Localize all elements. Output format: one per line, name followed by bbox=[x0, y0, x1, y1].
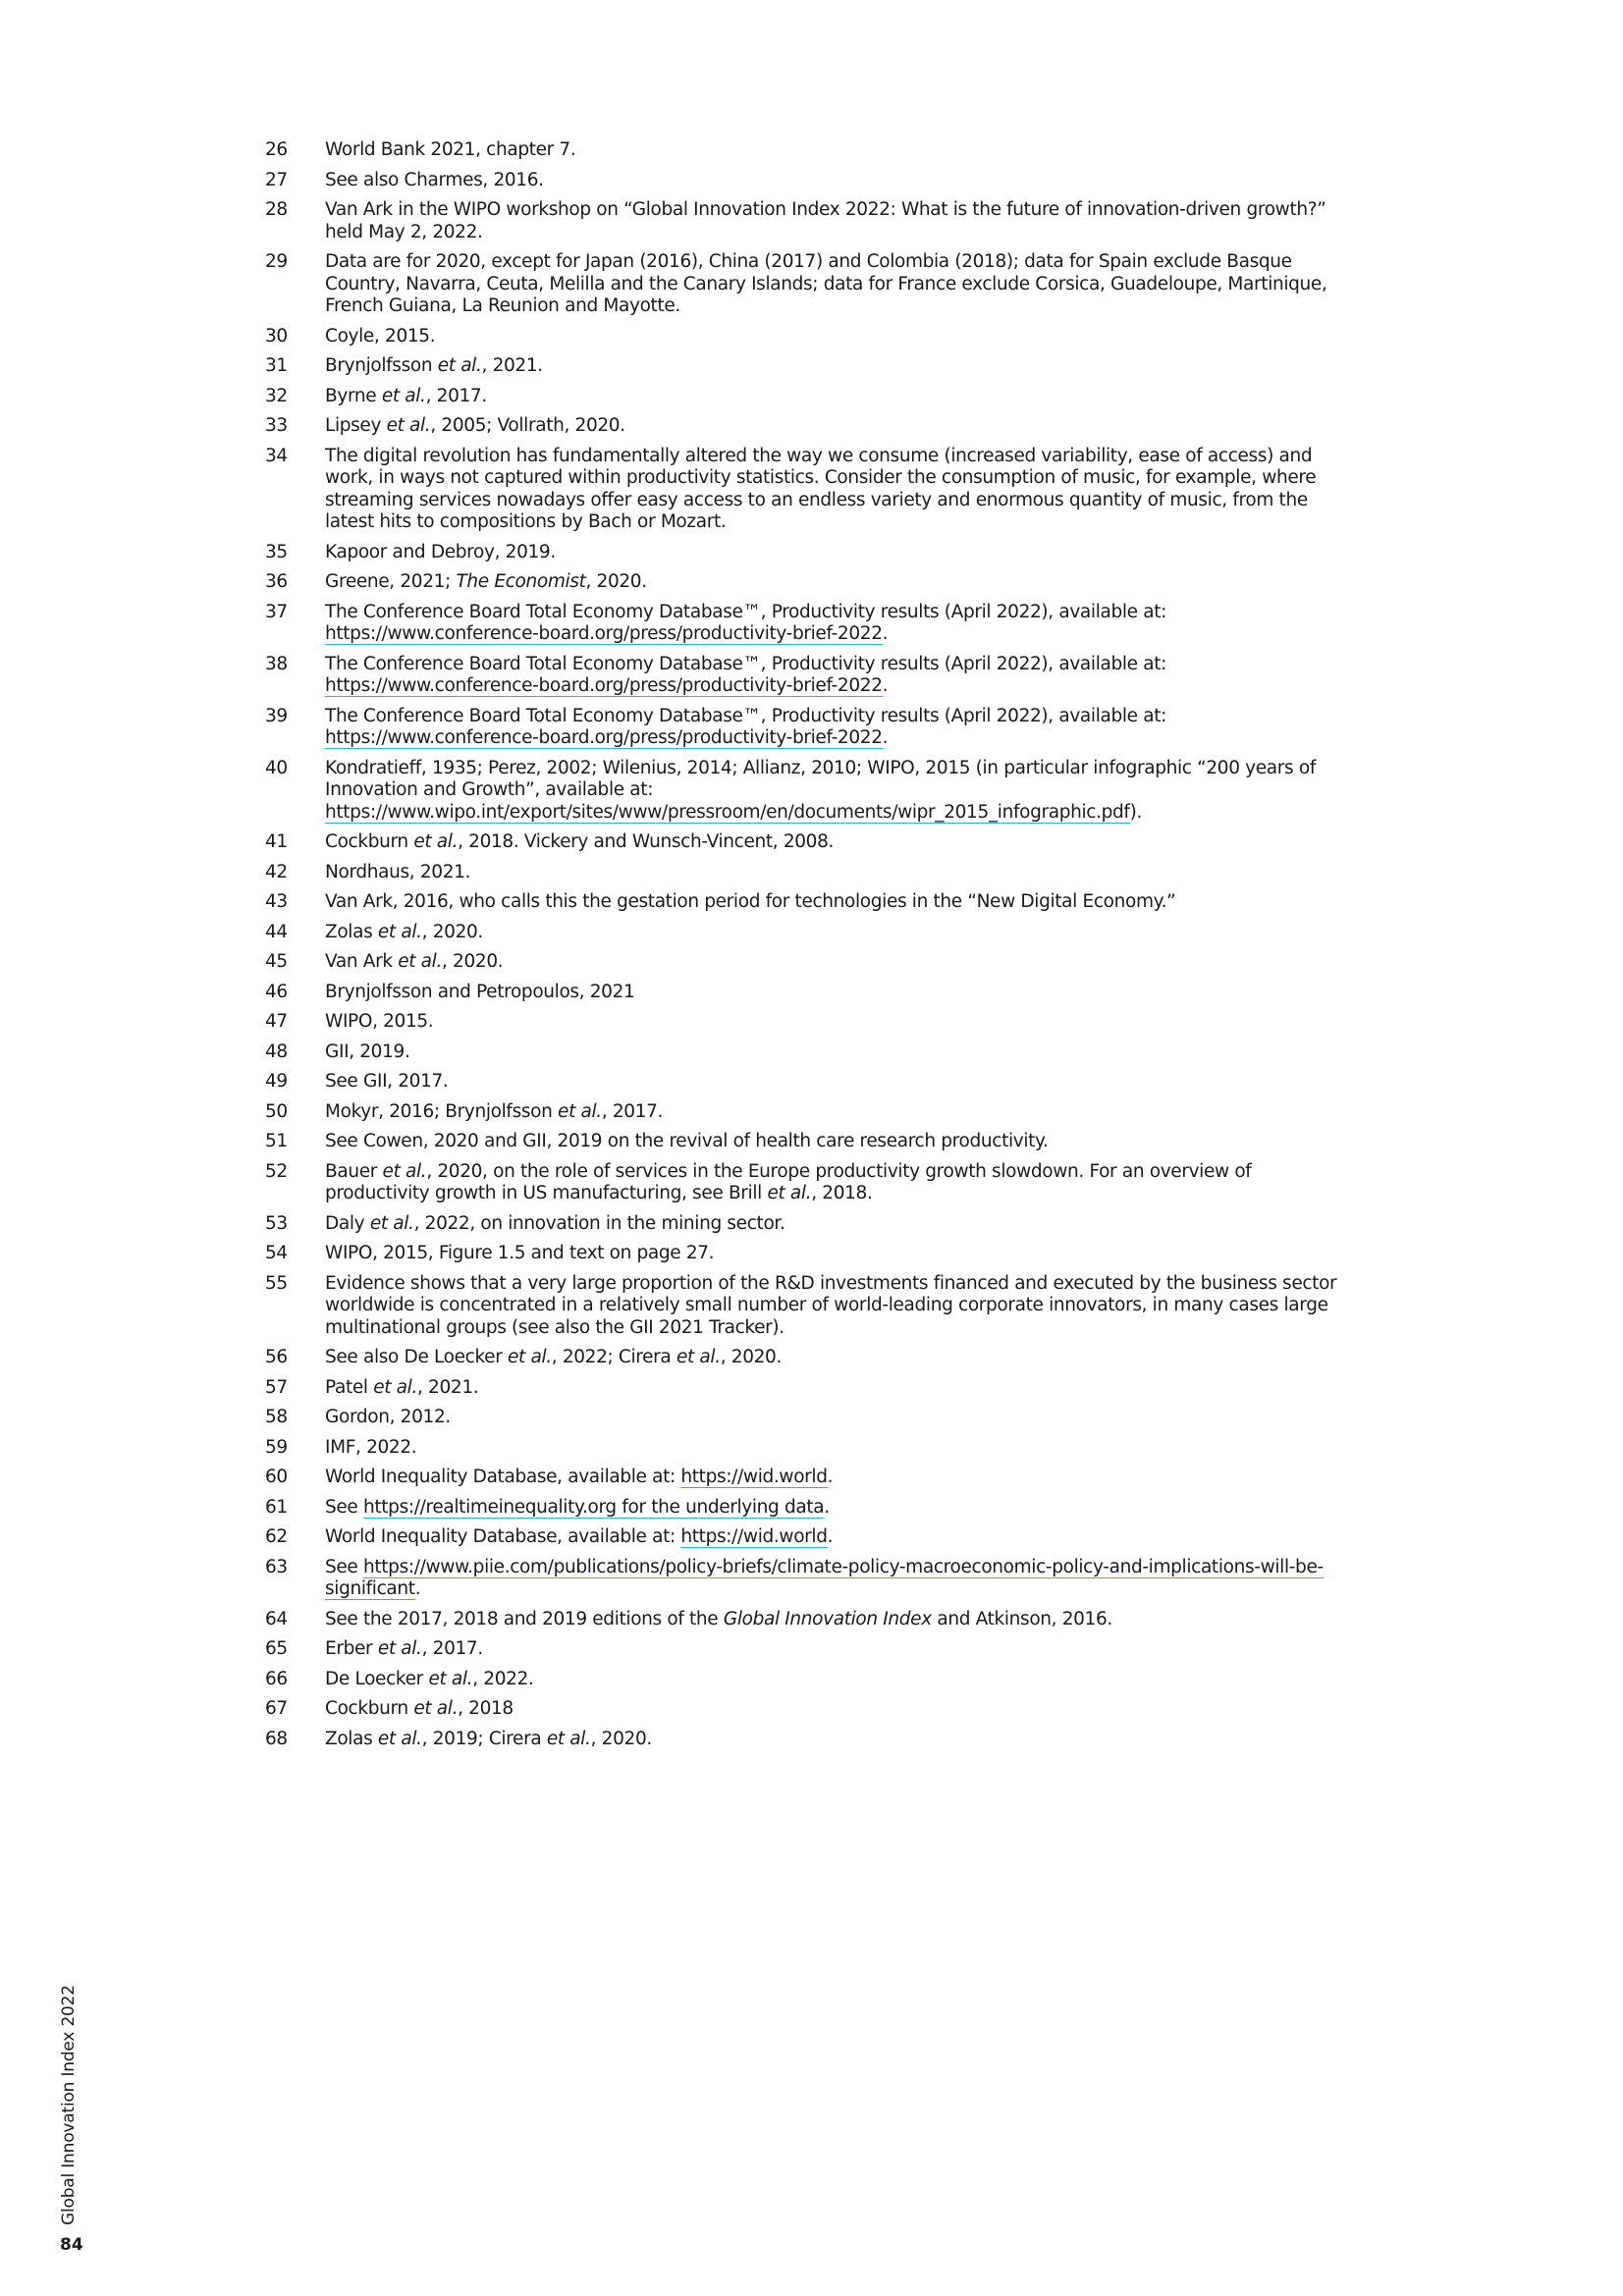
endnote-text bbox=[325, 1638, 1360, 1661]
endnote-italic-text: et al. bbox=[558, 1100, 602, 1122]
endnote-number: 62 bbox=[265, 1526, 288, 1547]
endnote-52 bbox=[265, 1161, 1360, 1205]
endnote-31 bbox=[265, 355, 1360, 378]
endnote-number: 63 bbox=[265, 1556, 288, 1577]
endnote-text-segment: Van Ark, 2016, who calls this the gestation period for technologies in the “New Digital Economy.” bbox=[325, 891, 1176, 912]
endnote-text bbox=[325, 1526, 1360, 1549]
endnote-text bbox=[325, 1669, 1360, 1691]
endnote-text bbox=[325, 139, 1360, 162]
endnote-51 bbox=[265, 1131, 1360, 1153]
endnote-text bbox=[325, 326, 1360, 348]
endnote-number: 36 bbox=[265, 571, 288, 592]
endnote-text-segment: WIPO, 2015, Figure 1.5 and text on page 27. bbox=[325, 1243, 715, 1263]
endnote-text-segment: . bbox=[824, 1496, 830, 1518]
endnote-61 bbox=[265, 1497, 1360, 1520]
endnote-link[interactable]: https://www.conference-board.org/press/productivity-brief-2022 bbox=[325, 623, 883, 644]
endnote-58 bbox=[265, 1407, 1360, 1429]
endnote-45 bbox=[265, 951, 1360, 974]
endnote-text-segment: ). bbox=[1129, 801, 1142, 823]
endnote-text-segment: , 2017. bbox=[425, 385, 487, 406]
endnote-number: 34 bbox=[265, 445, 288, 466]
endnote-number: 68 bbox=[265, 1728, 288, 1749]
endnote-number: 65 bbox=[265, 1638, 288, 1659]
endnote-text bbox=[325, 355, 1360, 378]
endnote-text-segment: , 2017. bbox=[601, 1100, 664, 1122]
endnote-link[interactable]: https://realtimeinequality.org for the underlying data bbox=[363, 1496, 825, 1518]
endnote-text bbox=[325, 1698, 1360, 1721]
endnote-27 bbox=[265, 170, 1360, 192]
endnote-italic-text: et al. bbox=[377, 1728, 422, 1749]
endnote-text-segment: , 2020. bbox=[421, 921, 483, 942]
endnote-text-segment: See also Charmes, 2016. bbox=[325, 169, 544, 190]
endnote-number: 56 bbox=[265, 1347, 288, 1367]
endnote-text-segment: Mokyr, 2016; Brynjolfsson bbox=[325, 1100, 559, 1122]
endnote-30 bbox=[265, 326, 1360, 348]
endnote-36 bbox=[265, 571, 1360, 594]
endnote-text bbox=[325, 571, 1360, 594]
endnote-text-segment: See bbox=[325, 1556, 363, 1577]
endnote-number: 50 bbox=[265, 1100, 288, 1122]
endnote-italic-text: et al. bbox=[428, 1668, 473, 1689]
endnote-number: 38 bbox=[265, 653, 288, 674]
endnotes-list bbox=[265, 139, 1360, 1758]
endnote-italic-text: et al. bbox=[377, 921, 422, 942]
endnote-number: 54 bbox=[265, 1243, 288, 1263]
endnote-number: 59 bbox=[265, 1436, 288, 1458]
publication-title: Global Innovation Index 2022 bbox=[59, 1985, 79, 2225]
endnote-text-segment: . bbox=[827, 1526, 834, 1547]
endnote-text-segment: Cockburn bbox=[325, 1698, 414, 1719]
endnote-number: 46 bbox=[265, 981, 288, 1002]
endnote-text bbox=[325, 862, 1360, 884]
endnote-text-segment: Zolas bbox=[325, 921, 378, 942]
endnote-59 bbox=[265, 1437, 1360, 1460]
endnote-text-segment: , 2021. bbox=[481, 355, 543, 376]
endnote-text-segment: Zolas bbox=[325, 1728, 378, 1749]
endnote-number: 49 bbox=[265, 1071, 288, 1092]
endnote-text bbox=[325, 1407, 1360, 1429]
endnote-italic-text: et al. bbox=[377, 1638, 422, 1659]
endnote-57 bbox=[265, 1377, 1360, 1400]
endnote-number: 55 bbox=[265, 1272, 288, 1294]
endnote-number: 52 bbox=[265, 1160, 288, 1182]
endnote-number: 35 bbox=[265, 541, 288, 562]
endnote-text-segment: The digital revolution has fundamentally altered the way we consume (increased variability, ease of access) and work, in ways not captured within productivity statistics. Consider the consumption of music, for example, where streaming services nowadays offer easy access to an endless variety and enormous quantity of music, from the latest hits to compositions by Bach or Mozart. bbox=[325, 445, 1317, 532]
endnote-number: 28 bbox=[265, 199, 288, 220]
endnote-40 bbox=[265, 758, 1360, 825]
endnote-text-segment: See bbox=[325, 1496, 363, 1518]
endnote-text-segment: World Bank 2021, chapter 7. bbox=[325, 139, 576, 160]
endnote-text-segment: , 2020. bbox=[720, 1347, 783, 1367]
endnote-italic-text: et al. bbox=[398, 951, 442, 972]
endnote-text-segment: Gordon, 2012. bbox=[325, 1407, 451, 1427]
endnote-text-segment: Cockburn bbox=[325, 831, 414, 852]
endnote-text-segment: Byrne bbox=[325, 385, 382, 406]
endnote-55 bbox=[265, 1273, 1360, 1340]
endnote-67 bbox=[265, 1698, 1360, 1721]
endnote-text bbox=[325, 1131, 1360, 1153]
endnote-29 bbox=[265, 251, 1360, 318]
endnote-text bbox=[325, 1437, 1360, 1460]
endnote-text-segment: , 2020. bbox=[585, 571, 647, 592]
endnote-text-segment: Van Ark in the WIPO workshop on “Global Innovation Index 2022: What is the future of innovation-driven growth?” held May 2, 2022. bbox=[325, 199, 1326, 242]
endnote-text-segment: Brynjolfsson bbox=[325, 355, 438, 376]
endnote-text-segment: World Inequality Database, available at: bbox=[325, 1526, 681, 1547]
endnote-text bbox=[325, 1347, 1360, 1369]
endnote-text bbox=[325, 1377, 1360, 1400]
endnote-number: 32 bbox=[265, 385, 288, 406]
endnote-62 bbox=[265, 1526, 1360, 1549]
endnote-text-segment: Daly bbox=[325, 1212, 370, 1234]
endnote-text bbox=[325, 1273, 1360, 1340]
endnote-32 bbox=[265, 386, 1360, 408]
endnote-text-segment: , 2022, on innovation in the mining sector. bbox=[413, 1212, 785, 1234]
endnote-number: 64 bbox=[265, 1608, 288, 1629]
endnote-italic-text: et al. bbox=[437, 355, 482, 376]
endnote-text-segment: , 2018 bbox=[458, 1698, 514, 1719]
endnote-number: 43 bbox=[265, 891, 288, 912]
endnote-text bbox=[325, 1729, 1360, 1751]
endnote-text-segment: See Cowen, 2020 and GII, 2019 on the revival of health care research productivity. bbox=[325, 1131, 1049, 1151]
endnote-text-segment: , 2020, on the role of services in the Europe productivity growth slowdown. For an overview of productivity growth in US manufacturing, see Brill bbox=[325, 1160, 1252, 1203]
endnote-54 bbox=[265, 1243, 1360, 1265]
endnote-text bbox=[325, 831, 1360, 854]
endnote-text bbox=[325, 1011, 1360, 1034]
endnote-35 bbox=[265, 542, 1360, 564]
endnote-number: 27 bbox=[265, 169, 288, 190]
endnote-text bbox=[325, 415, 1360, 438]
endnote-italic-text: et al. bbox=[546, 1728, 591, 1749]
endnote-number: 26 bbox=[265, 139, 288, 160]
endnote-italic-text: et al. bbox=[373, 1376, 417, 1398]
endnote-text-segment: Bauer bbox=[325, 1160, 383, 1182]
endnote-43 bbox=[265, 891, 1360, 914]
endnote-text bbox=[325, 199, 1360, 243]
endnote-49 bbox=[265, 1071, 1360, 1094]
endnote-34 bbox=[265, 446, 1360, 534]
endnote-text-segment: See the 2017, 2018 and 2019 editions of the bbox=[325, 1608, 724, 1629]
endnote-text-segment: , 2005; Vollrath, 2020. bbox=[430, 415, 625, 436]
endnote-26 bbox=[265, 139, 1360, 162]
endnote-text-segment: Evidence shows that a very large proportion of the R&D investments financed and executed by the business sector worldwide is concentrated in a relatively small number of world-leading corporate innovators, in many cases large multinational groups (see also the GII 2021 Tracker). bbox=[325, 1272, 1337, 1338]
endnote-text bbox=[325, 1071, 1360, 1094]
endnote-text bbox=[325, 891, 1360, 914]
endnote-italic-text: et al. bbox=[382, 1160, 427, 1182]
endnote-text-segment: , 2019; Cirera bbox=[421, 1728, 547, 1749]
endnote-italic-text: et al. bbox=[676, 1347, 721, 1367]
endnote-italic-text: et al. bbox=[413, 1698, 459, 1719]
endnote-text bbox=[325, 170, 1360, 192]
endnote-number: 39 bbox=[265, 705, 288, 726]
endnote-text-segment: Kapoor and Debroy, 2019. bbox=[325, 541, 556, 562]
endnote-33 bbox=[265, 415, 1360, 438]
endnote-number: 33 bbox=[265, 415, 288, 436]
endnote-text-segment: The Conference Board Total Economy Database™, Productivity results (April 2022), available at: bbox=[325, 653, 1166, 674]
endnote-number: 51 bbox=[265, 1131, 288, 1151]
endnote-italic-text: et al. bbox=[369, 1212, 414, 1234]
endnote-text bbox=[325, 706, 1360, 750]
endnote-text bbox=[325, 758, 1360, 825]
endnote-text-segment: Data are for 2020, except for Japan (2016), China (2017) and Colombia (2018); data for Spain exclude Basque Country, Navarra, Ceuta, Melilla and the Canary Islands; data for France exclude Corsica, Guadeloupe, Martinique, French Guiana, La Reunion and Mayotte. bbox=[325, 251, 1327, 316]
endnote-text-segment: and Atkinson, 2016. bbox=[931, 1608, 1112, 1629]
endnote-text-segment: Nordhaus, 2021. bbox=[325, 861, 471, 882]
endnote-number: 31 bbox=[265, 355, 288, 376]
endnote-italic-text: et al. bbox=[386, 415, 431, 436]
endnote-link[interactable]: https://www.wipo.int/export/sites/www/pressroom/en/documents/wipr_2015_infographic.pdf bbox=[325, 801, 1130, 823]
endnote-text-segment: Kondratieff, 1935; Perez, 2002; Wilenius, 2014; Allianz, 2010; WIPO, 2015 (in particular infographic “200 years of Innovation and Growth”, available at: bbox=[325, 757, 1316, 800]
endnote-number: 44 bbox=[265, 921, 288, 942]
endnote-text-segment: , 2022; Cirera bbox=[551, 1347, 676, 1367]
endnote-38 bbox=[265, 654, 1360, 698]
endnote-text-segment: , 2018. bbox=[811, 1183, 873, 1203]
endnote-44 bbox=[265, 922, 1360, 944]
endnote-number: 58 bbox=[265, 1407, 288, 1427]
endnote-text bbox=[325, 1557, 1360, 1601]
endnote-text-segment: . bbox=[414, 1578, 421, 1599]
endnote-italic-text: Global Innovation Index bbox=[723, 1608, 932, 1629]
endnote-68 bbox=[265, 1729, 1360, 1751]
endnote-42 bbox=[265, 862, 1360, 884]
endnote-63 bbox=[265, 1557, 1360, 1601]
endnote-text bbox=[325, 1101, 1360, 1124]
endnote-60 bbox=[265, 1467, 1360, 1489]
endnote-text-segment: Brynjolfsson and Petropoulos, 2021 bbox=[325, 981, 635, 1002]
endnote-text-segment: IMF, 2022. bbox=[325, 1436, 417, 1458]
endnote-text bbox=[325, 1243, 1360, 1265]
endnote-text bbox=[325, 1609, 1360, 1631]
endnote-link[interactable]: https://www.piie.com/publications/policy-briefs/climate-policy-macroeconomic-policy-and-implications-will-be-significant bbox=[325, 1556, 1324, 1599]
endnote-italic-text: et al. bbox=[508, 1347, 552, 1367]
endnote-text-segment: See GII, 2017. bbox=[325, 1071, 449, 1092]
endnote-number: 41 bbox=[265, 831, 288, 852]
endnote-47 bbox=[265, 1011, 1360, 1034]
endnote-text bbox=[325, 1041, 1360, 1064]
endnote-56 bbox=[265, 1347, 1360, 1369]
endnote-italic-text: The Economist bbox=[456, 571, 586, 592]
endnote-text-segment: Lipsey bbox=[325, 415, 387, 436]
endnote-text bbox=[325, 654, 1360, 698]
endnote-italic-text: et al. bbox=[413, 831, 459, 852]
page-number: 84 bbox=[60, 2235, 83, 2255]
endnote-text-segment: WIPO, 2015. bbox=[325, 1011, 434, 1032]
endnote-number: 66 bbox=[265, 1668, 288, 1689]
endnote-italic-text: et al. bbox=[381, 385, 426, 406]
endnote-number: 57 bbox=[265, 1376, 288, 1398]
endnote-link[interactable]: https://www.conference-board.org/press/productivity-brief-2022 bbox=[325, 727, 883, 748]
endnote-text-segment: , 2017. bbox=[421, 1638, 483, 1659]
endnote-text-segment: The Conference Board Total Economy Database™, Productivity results (April 2022), available at: bbox=[325, 601, 1166, 622]
endnote-text bbox=[325, 386, 1360, 408]
endnote-text-segment: , 2020. bbox=[590, 1728, 652, 1749]
endnote-65 bbox=[265, 1638, 1360, 1661]
endnote-text-segment: GII, 2019. bbox=[325, 1041, 410, 1062]
endnote-number: 30 bbox=[265, 325, 288, 347]
endnote-text bbox=[325, 951, 1360, 974]
endnote-text-segment: , 2022. bbox=[472, 1668, 534, 1689]
endnote-text-segment: Coyle, 2015. bbox=[325, 325, 436, 347]
endnote-text-segment: , 2021. bbox=[417, 1376, 479, 1398]
endnote-48 bbox=[265, 1041, 1360, 1064]
endnote-text-segment: , 2018. Vickery and Wunsch-Vincent, 2008. bbox=[458, 831, 835, 852]
endnote-text-segment: . bbox=[827, 1467, 834, 1487]
endnote-37 bbox=[265, 602, 1360, 646]
endnote-text bbox=[325, 982, 1360, 1004]
endnote-number: 67 bbox=[265, 1698, 288, 1719]
endnote-28 bbox=[265, 199, 1360, 243]
endnote-text-segment: . bbox=[882, 623, 889, 644]
endnote-link[interactable]: https://wid.world bbox=[680, 1467, 828, 1487]
endnote-text bbox=[325, 446, 1360, 534]
endnote-number: 48 bbox=[265, 1041, 288, 1062]
endnote-number: 53 bbox=[265, 1212, 288, 1234]
endnote-text-segment: Greene, 2021; bbox=[325, 571, 457, 592]
endnote-number: 29 bbox=[265, 251, 288, 272]
endnote-text-segment: . bbox=[882, 727, 889, 748]
endnote-text-segment: See also De Loecker bbox=[325, 1347, 508, 1367]
endnote-text bbox=[325, 1213, 1360, 1236]
endnote-53 bbox=[265, 1213, 1360, 1236]
endnote-number: 40 bbox=[265, 757, 288, 778]
endnote-39 bbox=[265, 706, 1360, 750]
endnote-number: 60 bbox=[265, 1467, 288, 1487]
endnote-text-segment: Erber bbox=[325, 1638, 378, 1659]
endnote-text bbox=[325, 1497, 1360, 1520]
endnote-number: 47 bbox=[265, 1011, 288, 1032]
endnote-text-segment: , 2020. bbox=[442, 951, 504, 972]
endnote-text-segment: De Loecker bbox=[325, 1668, 429, 1689]
endnote-number: 45 bbox=[265, 951, 288, 972]
endnote-text bbox=[325, 542, 1360, 564]
endnote-text bbox=[325, 1467, 1360, 1489]
endnote-link[interactable]: https://www.conference-board.org/press/productivity-brief-2022 bbox=[325, 675, 883, 696]
endnote-text bbox=[325, 602, 1360, 646]
endnote-text-segment: Patel bbox=[325, 1376, 374, 1398]
endnote-text-segment: . bbox=[882, 675, 889, 696]
endnote-number: 42 bbox=[265, 861, 288, 882]
endnote-number: 37 bbox=[265, 601, 288, 622]
endnote-66 bbox=[265, 1669, 1360, 1691]
endnote-text bbox=[325, 922, 1360, 944]
endnote-46 bbox=[265, 982, 1360, 1004]
endnote-number: 61 bbox=[265, 1496, 288, 1518]
endnote-text bbox=[325, 1161, 1360, 1205]
endnote-link[interactable]: https://wid.world bbox=[680, 1526, 828, 1547]
endnote-text-segment: Van Ark bbox=[325, 951, 399, 972]
endnote-text-segment: The Conference Board Total Economy Database™, Productivity results (April 2022), available at: bbox=[325, 705, 1166, 726]
endnote-64 bbox=[265, 1609, 1360, 1631]
endnote-text bbox=[325, 251, 1360, 318]
endnote-50 bbox=[265, 1101, 1360, 1124]
endnote-41 bbox=[265, 831, 1360, 854]
endnote-text-segment: World Inequality Database, available at: bbox=[325, 1467, 681, 1487]
endnote-italic-text: et al. bbox=[767, 1183, 812, 1203]
